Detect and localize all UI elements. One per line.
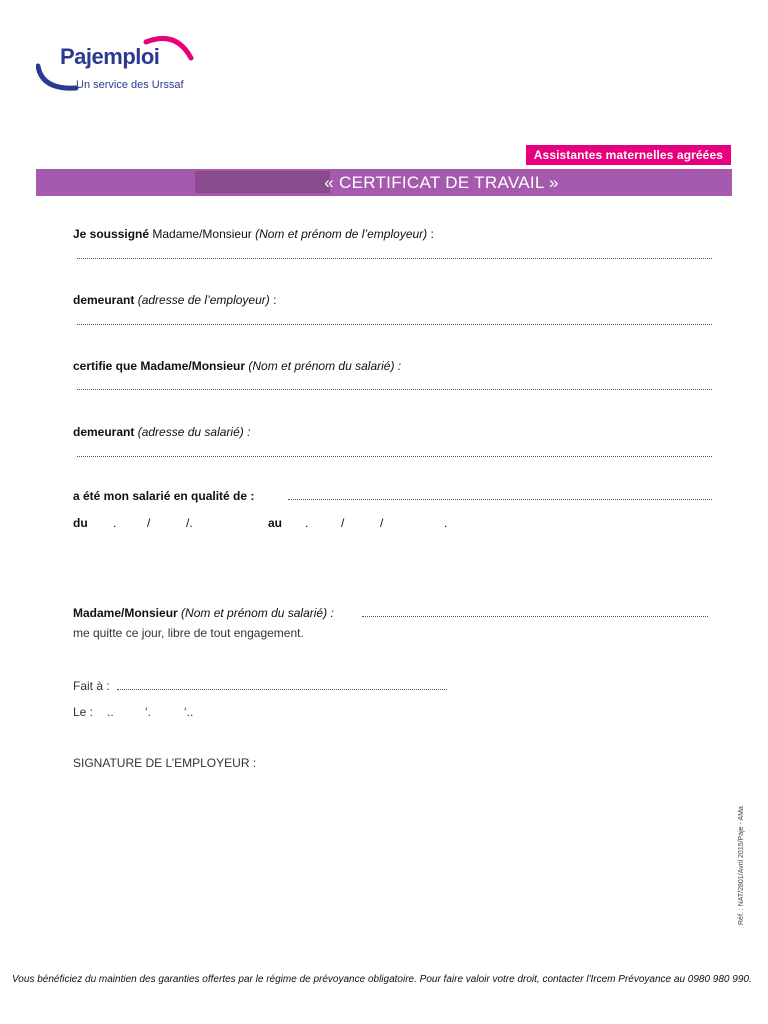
fait-field[interactable] (117, 689, 447, 690)
du-date-sep-3: /. (186, 516, 193, 530)
employer-address-field[interactable] (77, 324, 712, 325)
employer-hint: (Nom et prénom de l’employeur) (255, 227, 428, 241)
le-label: Le : (73, 705, 94, 719)
certify-line (73, 359, 401, 373)
leave-hint: (Nom et prénom du salarié) : (181, 606, 334, 620)
leave-name-field[interactable] (362, 616, 708, 617)
certify-hint: (Nom et prénom du salarié) : (248, 359, 402, 373)
le-date-sep-3: ‘.. (184, 705, 194, 719)
employer-mid: Madame/Monsieur (152, 227, 252, 241)
category-tag: Assistantes maternelles agréées (526, 145, 731, 165)
le-date-sep-2: ‘. (145, 705, 151, 719)
du-label: du (73, 516, 88, 530)
leave-text: me quitte ce jour, libre de tout engagement. (73, 626, 304, 640)
leave-label: Madame/Monsieur (73, 606, 178, 620)
au-date-sep-4: . (444, 516, 448, 530)
emp-address-label: demeurant (73, 293, 135, 307)
au-date-sep-3: / (380, 516, 384, 530)
au-label: au (268, 516, 283, 530)
employee-name-field[interactable] (77, 389, 712, 390)
employer-name-field[interactable] (77, 258, 712, 259)
sal-address-label: demeurant (73, 425, 135, 439)
logo-subtitle: Un service des Urssaf (76, 79, 184, 91)
quality-field[interactable] (288, 499, 712, 500)
quality-label: a été mon salarié en qualité de : (73, 489, 255, 503)
au-date-sep-2: / (341, 516, 345, 530)
title-band (36, 169, 732, 196)
sal-address-line (73, 425, 250, 439)
emp-address-line (73, 293, 276, 307)
certify-label: certifie que Madame/Monsieur (73, 359, 246, 373)
au-date-sep-1: . (305, 516, 309, 530)
sal-address-hint: (adresse du salarié) : (137, 425, 251, 439)
employer-line (73, 227, 434, 241)
emp-address-hint: (adresse de l’employeur) (137, 293, 270, 307)
logo-name: Pajemploi (60, 44, 160, 69)
employer-colon: : (427, 227, 434, 241)
emp-address-colon: : (269, 293, 277, 307)
pajemploi-logo (36, 30, 206, 100)
du-date-sep-2: / (147, 516, 151, 530)
leave-line (73, 606, 334, 620)
document-title: « CERTIFICAT DE TRAVAIL » (324, 173, 559, 192)
le-date-sep-1: .. (107, 705, 114, 719)
fait-label: Fait à : (73, 679, 110, 693)
employer-prefix: Je soussigné (73, 227, 150, 241)
quality-line (73, 489, 254, 503)
footer-note: Vous bénéficiez du maintien des garanties offertes par le régime de prévoyance obligatoire. Pour faire valoir votre droit, contacter l'Ircem Prévoyance au 0980 980 990. (12, 974, 752, 985)
du-date-sep-1: . (113, 516, 117, 530)
signature-label: SIGNATURE DE L’EMPLOYEUR : (73, 756, 257, 770)
employee-address-field[interactable] (77, 456, 712, 457)
side-reference: Réf. : NAT/2801/Avril 2015/Paje - AMa (738, 806, 745, 925)
